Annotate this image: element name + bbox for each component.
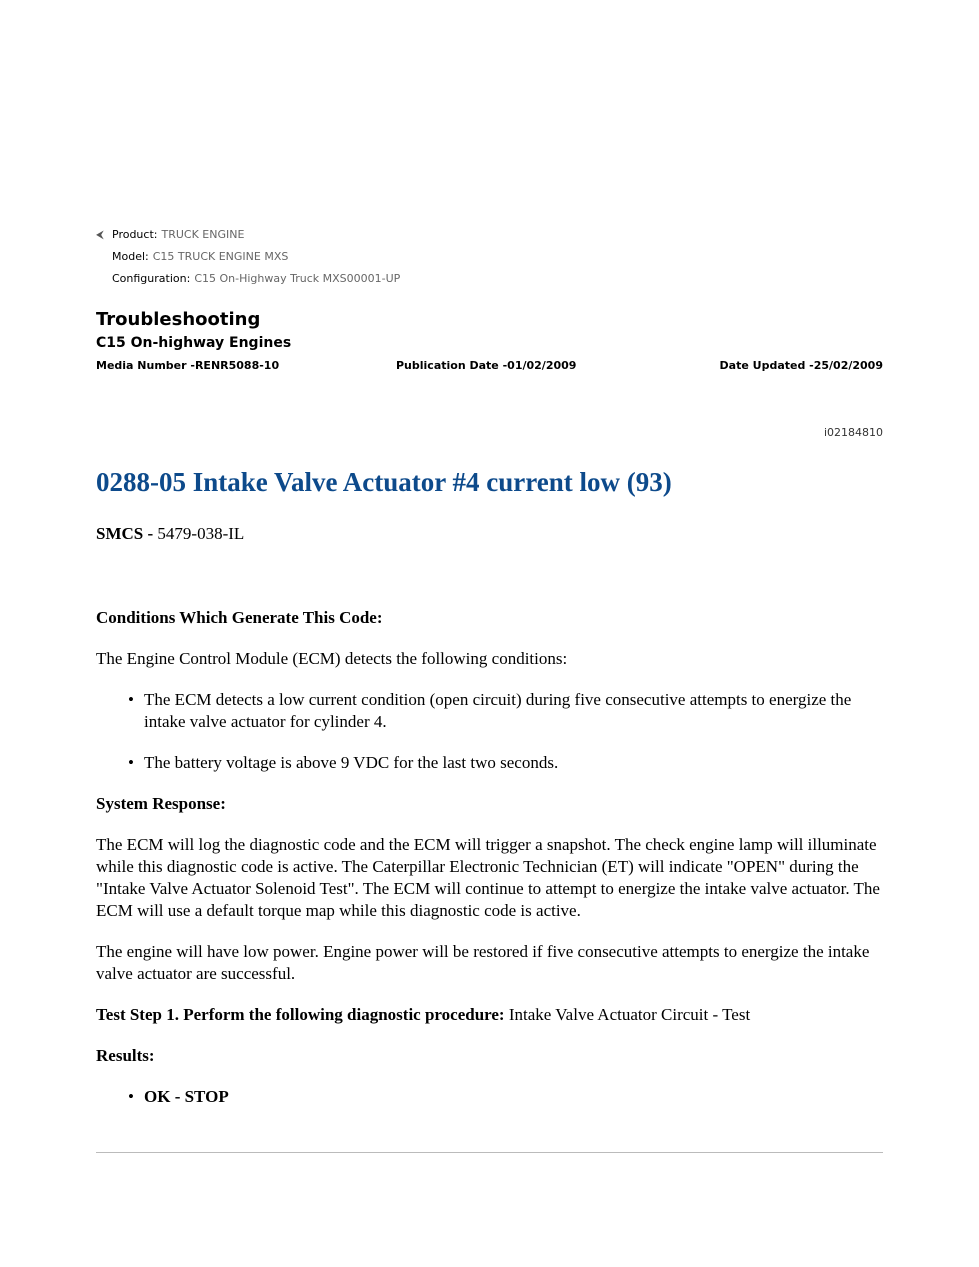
system-response-heading: System Response: <box>96 794 226 813</box>
model-label: Model: <box>112 250 149 263</box>
list-item: • The battery voltage is above 9 VDC for the last two seconds. <box>128 753 559 772</box>
product-info <box>96 224 400 290</box>
back-arrow-icon[interactable]: ⮜ <box>96 228 104 241</box>
test-step-label: Test Step 1. Perform the following diagnostic procedure: <box>96 1005 505 1024</box>
divider <box>96 1152 883 1153</box>
list-item: • The ECM detects a low current condition (open circuit) during five consecutive attempts to energize the intake valve actuator for cylinder 4. <box>128 690 852 731</box>
conditions-list <box>96 689 883 774</box>
test-step <box>96 1004 883 1026</box>
configuration-label: Configuration: <box>112 272 191 285</box>
document-subtitle: C15 On-highway Engines <box>96 335 292 351</box>
product-row <box>96 224 400 246</box>
publication-date: Publication Date -01/02/2009 <box>396 359 577 372</box>
list-item: • OK - STOP <box>128 1087 229 1106</box>
document-id: i02184810 <box>823 426 883 439</box>
results-list <box>96 1086 883 1108</box>
system-response-paragraph: The ECM will log the diagnostic code and the ECM will trigger a snapshot. The check engine lamp will illuminate while this diagnostic code is active. The Caterpillar Electronic Technician (ET) will indicate "OPEN" during the "Intake Valve Actuator Solenoid Test". The ECM will continue to attempt to energize the intake valve actuator. The ECM will use a default torque map while this diagnostic code is active. <box>96 835 880 920</box>
page-title: 0288-05 Intake Valve Actuator #4 current low (93) <box>96 467 672 497</box>
product-value: TRUCK ENGINE <box>161 228 245 241</box>
conditions-heading: Conditions Which Generate This Code: <box>96 608 383 627</box>
configuration-row <box>96 268 400 290</box>
date-updated: Date Updated -25/02/2009 <box>719 359 883 372</box>
smcs-value: 5479-038-IL <box>157 524 245 543</box>
media-info-row <box>96 358 883 374</box>
results-heading: Results: <box>96 1046 155 1065</box>
configuration-value: C15 On-Highway Truck MXS00001-UP <box>194 272 401 285</box>
conditions-intro: The Engine Control Module (ECM) detects the following conditions: <box>96 649 568 668</box>
model-row <box>96 246 400 268</box>
media-number: Media Number -RENR5088-10 <box>96 359 280 372</box>
smcs-label: SMCS - <box>96 524 158 543</box>
document-title: Troubleshooting <box>96 309 261 330</box>
document-body <box>96 523 883 1127</box>
system-response-paragraph-2: The engine will have low power. Engine power will be restored if five consecutive attempts to energize the intake valve actuator are successful. <box>96 942 870 983</box>
product-label: Product: <box>112 228 158 241</box>
test-step-link[interactable]: Intake Valve Actuator Circuit - Test <box>504 1005 751 1024</box>
model-value: C15 TRUCK ENGINE MXS <box>152 250 289 263</box>
smcs-line <box>96 523 883 545</box>
